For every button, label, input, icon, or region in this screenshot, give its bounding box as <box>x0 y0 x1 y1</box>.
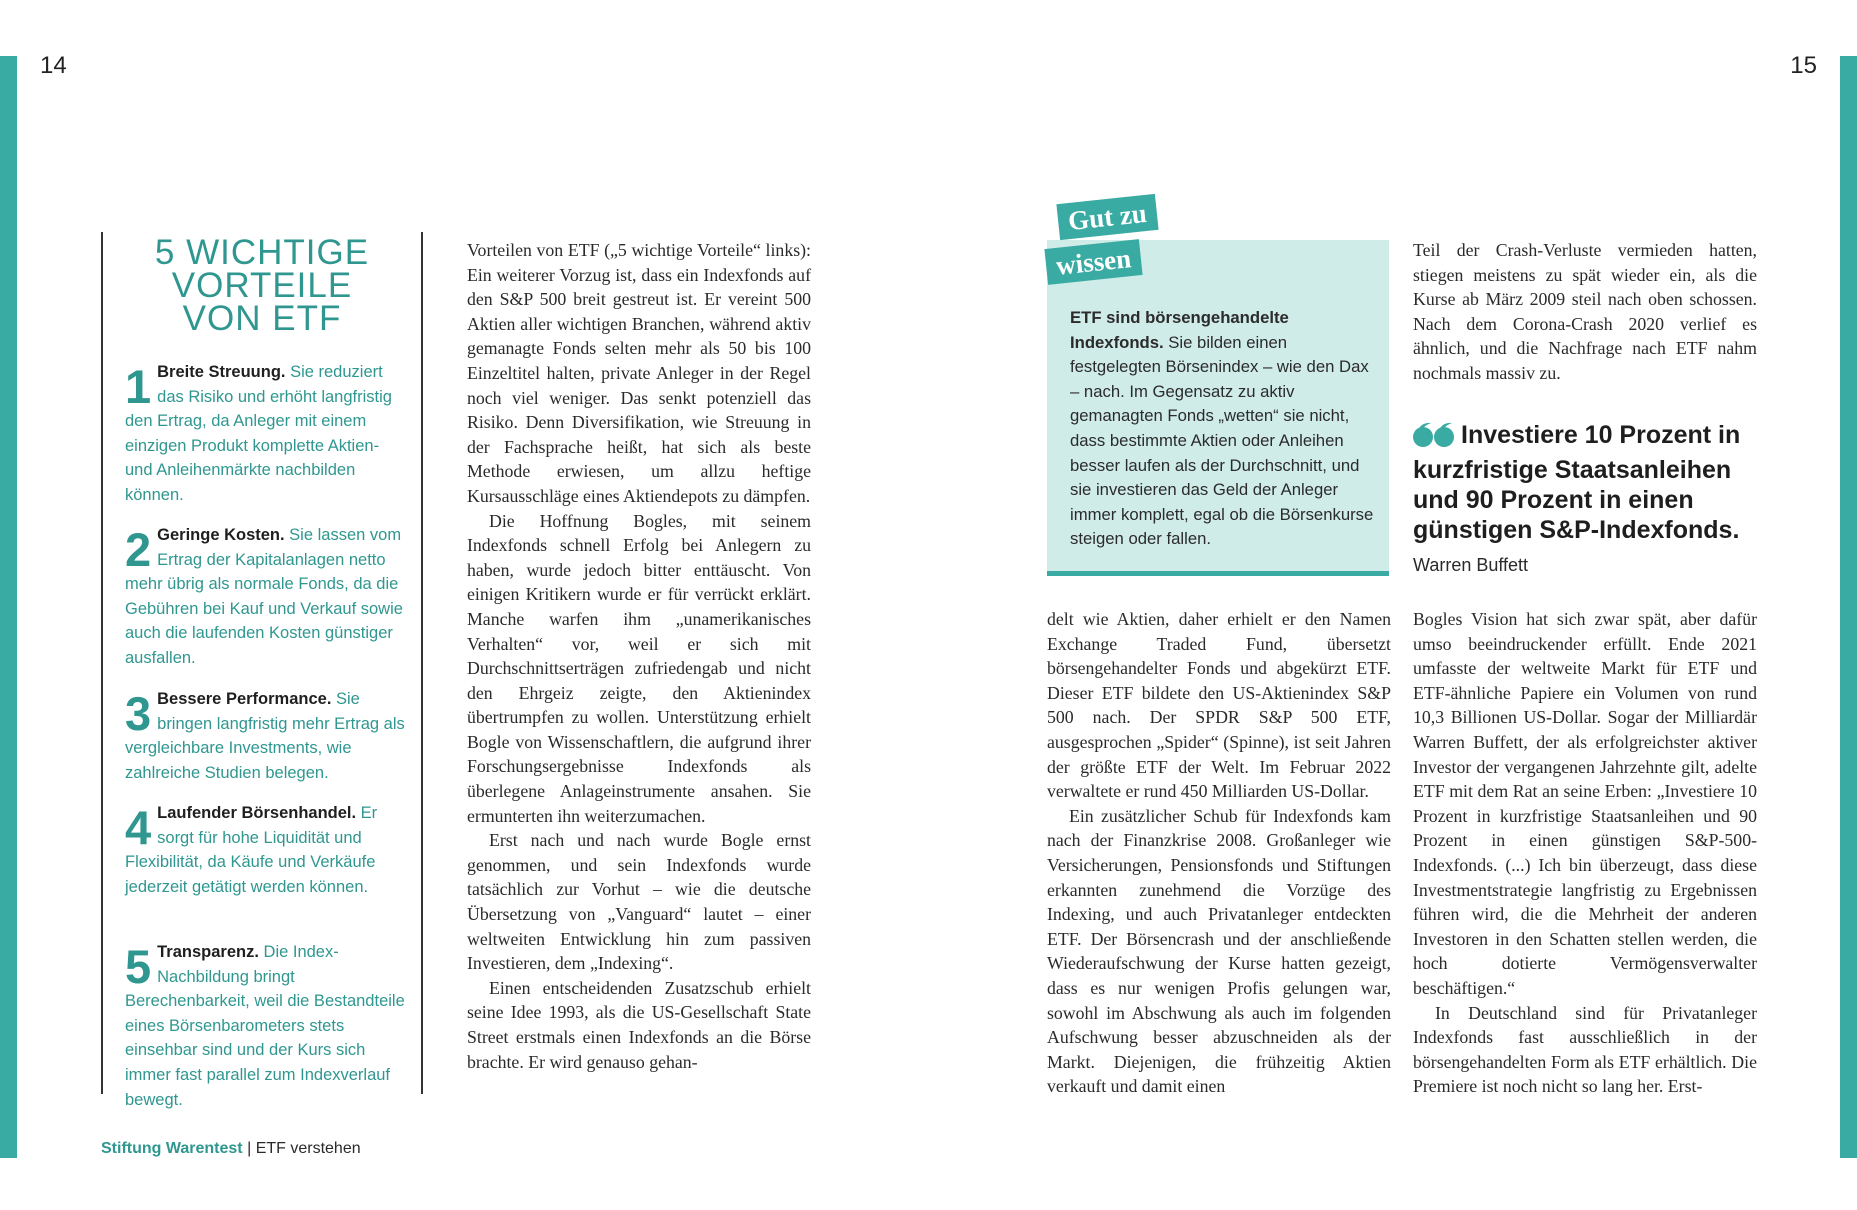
paragraph: Die Hoffnung Bogles, mit seinem Indexfonds schnell Erfolg bei Anlegern zu haben, wurde jedoch bitter enttäuscht. Von einigen Kritikern wurde er für verrückt erklärt. Manche warfen ihm „unamerikanisches Verhalten“ vor, weil er sich mit Durchschnittserträgen zufriedengab und nicht den Ehrgeiz zeigte, den Aktienindex übertrumpfen zu wollen. Unterstützung erhielt Bogle von Wissenschaftlern, die aufgrund ihrer Forschungsergebnisse Indexfonds als überlegene Anlageinstrumente ansahen. Sie ermunterten ihn weiterzumachen. <box>467 510 811 826</box>
advantage-heading: Breite Streuung. <box>157 363 286 381</box>
advantage-number: 5 <box>125 940 152 993</box>
advantage-text: Er sorgt für hohe Liquidität und Flexibilität, da Käufe und Verkäufe jederzeit getätigt werden können. <box>125 804 378 896</box>
body-column-3 <box>1047 607 1391 1099</box>
paragraph: Teil der Crash-Verluste vermieden hatten, stiegen meistens zu spät wieder ein, als die Kurse ab März 2009 steil nach oben schossen. Nach dem Corona-Crash 2020 verlief es ähnlich, und die Nachfrage nach ETF nahm nochmals massiv zu. <box>1413 240 1757 383</box>
advantage-number: 1 <box>125 360 152 413</box>
footer-title: ETF verstehen <box>255 1140 361 1157</box>
advantages-sidebar <box>101 232 423 1109</box>
quote-icon <box>1413 422 1455 455</box>
advantage-item <box>125 940 405 1112</box>
paragraph: delt wie Aktien, daher erhielt er den Namen Exchange Traded Fund, übersetzt börsengehandelter Fonds und abgekürzt ETF. Dieser ETF bildete den US-Aktienindex S&P 500 nach. Der SPDR S&P 500 ETF, ausgesprochen „Spider“ (Spinne), ist seit Jahren der größte ETF der Welt. Im Februar 2022 verwaltete er rund 450 Milliarden US-Dollar. <box>1047 609 1391 802</box>
info-box-text: ETF sind börsengehandelte Indexfonds. Sie bilden einen festgelegten Börsenindex – wie den Dax – nach. Im Gegensatz zu aktiv gemanagten Fonds „wetten“ sie nicht, dass bestimmte Aktien oder Anleihen besser laufen als der Durchschnitt, und sie investieren das Geld der Anleger immer komplett, egal ob die Börsenkurse steigen oder fallen. <box>1070 308 1374 549</box>
paragraph: In Deutschland sind für Privatanleger Indexfonds fast ausschließlich in der börsengehandelten Form als ETF erhältlich. Die Premiere ist noch nicht so lang her. Erst- <box>1413 1002 1757 1097</box>
info-tag-line1: Gut zu <box>1056 194 1158 240</box>
advantage-item <box>125 801 405 899</box>
advantage-heading: Laufender Börsenhandel. <box>157 804 357 822</box>
advantage-text: Sie lassen vom Ertrag der Kapitalanlagen netto mehr übrig als normale Fonds, da die Gebühren bei Kauf und Verkauf sowie auch die laufenden Kosten günstiger ausfallen. <box>125 526 403 667</box>
quote-text: Investiere 10 Prozent in kurzfristige Staatsanleihen und 90 Prozent in einen günstigen S&P-Indexfonds. <box>1413 421 1741 544</box>
advantage-text: Sie bringen langfristig mehr Ertrag als vergleichbare Investments, wie zahlreiche Studien belegen. <box>125 690 405 782</box>
page-footer <box>101 1140 361 1158</box>
page-number-left: 14 <box>40 52 67 79</box>
footer-separator: | <box>247 1140 252 1157</box>
advantage-number: 4 <box>125 801 152 854</box>
body-column-4-top <box>1413 238 1757 386</box>
body-column-4-bottom <box>1413 607 1757 1099</box>
sidebar-title: 5 WICHTIGE VORTEILE VON ETF <box>154 233 370 338</box>
info-box-heading: ETF sind börsengehandelte Indexfonds. <box>1070 308 1289 352</box>
paragraph: Erst nach und nach wurde Bogle ernst genommen, und sein Indexfonds wurde tatsächlich zur Vorhut – wie die deutsche Übersetzung von „Vanguard“ lautet – einer weltweiten Entwicklung hin zum passiven Investieren, dem „Indexing“. <box>467 830 811 974</box>
advantage-number: 3 <box>125 687 152 740</box>
paragraph: Einen entscheidenden Zusatzschub erhielt seine Idee 1993, als die US-Gesellschaft State Street erstmals einen Indexfonds an die Börse brachte. Er wird genauso gehan- <box>467 977 811 1072</box>
info-box <box>1047 240 1389 576</box>
paragraph: Ein zusätzlicher Schub für Indexfonds kam nach der Finanzkrise 2008. Großanleger wie Versicherungen, Pensionsfonds und Stiftungen erkannten zunehmend die Vorzüge des Indexing, und auch Privatanleger entdeckten ETF. Der Börsencrash und der anschließende Wiederaufschwung der Kurse hatten gezeigt, dass es nur wenigen Profis gelungen war, sowohl im Abschwung als auch im folgenden Aufschwung besser abzuschneiden als der Markt. Diejenigen, die frühzeitig Aktien verkauft und damit einen <box>1047 805 1391 1097</box>
info-tag-line2: wissen <box>1044 239 1142 285</box>
right-accent-bar <box>1840 56 1857 1158</box>
page-number-right: 15 <box>1790 52 1817 79</box>
advantage-heading: Geringe Kosten. <box>157 526 285 544</box>
body-column-1 <box>467 238 811 1074</box>
advantage-item <box>125 360 405 508</box>
advantage-text: Sie reduziert das Risiko und erhöht langfristig den Ertrag, da Anleger mit einem einzigen Produkt komplette Aktien- und Anleihenmärkte nachbilden können. <box>125 363 392 504</box>
advantage-heading: Transparenz. <box>157 943 259 961</box>
advantage-heading: Bessere Performance. <box>157 690 332 708</box>
footer-brand: Stiftung Warentest <box>101 1140 243 1157</box>
quote-author: Warren Buffett <box>1413 555 1529 575</box>
advantage-item <box>125 523 405 671</box>
advantage-item <box>125 687 405 785</box>
pull-quote <box>1413 420 1753 576</box>
left-accent-bar <box>0 56 17 1158</box>
paragraph: Vorteilen von ETF („5 wichtige Vorteile“ links): Ein weiterer Vorzug ist, dass ein Indexfonds auf den S&P 500 breit gestreut ist. Er vereint 500 Aktien aller wichtigen Branchen, während aktiv gemanagte Fonds selten mehr als 50 bis 100 Einzeltitel halten, private Anleger in der Regel noch viel weniger. Das senkt potenziell das Risiko. Denn Diversifikation, wie Streuung in der Fachsprache heißt, hat sich als beste Methode erwiesen, um allzu heftige Kursausschläge eines Aktiendepots zu dämpfen. <box>467 240 811 506</box>
paragraph: Bogles Vision hat sich zwar spät, aber dafür umso beeindruckender erfüllt. Ende 2021 umfasste der weltweite Markt für ETF und ETF-ähnliche Papiere ein Volumen von rund 10,3 Billionen US-Dollar. Sogar der Milliardär Warren Buffett, der als erfolgreichster aktiver Investor der vergangenen Jahrzehnte gilt, adelte ETF mit dem Rat an seine Erben: „Investiere 10 Prozent in kurzfristige Staatsanleihen und 90 Prozent in einen günstigen S&P-500-Indexfonds. (...) Ich bin überzeugt, dass diese Investmentstrategie langfristig zu Ergebnissen führen wird, die die Mehrheit der anderen Investoren in den Schatten stellen werden, die hoch dotierte Vermögensverwalter beschäftigen.“ <box>1413 609 1757 998</box>
advantage-number: 2 <box>125 523 152 576</box>
advantage-text: Die Index-Nachbildung bringt Berechenbarkeit, weil die Bestandteile eines Börsenbarometers stets einsehbar sind und der Kurs sich immer fast parallel zum Indexverlauf bewegt. <box>125 943 405 1109</box>
